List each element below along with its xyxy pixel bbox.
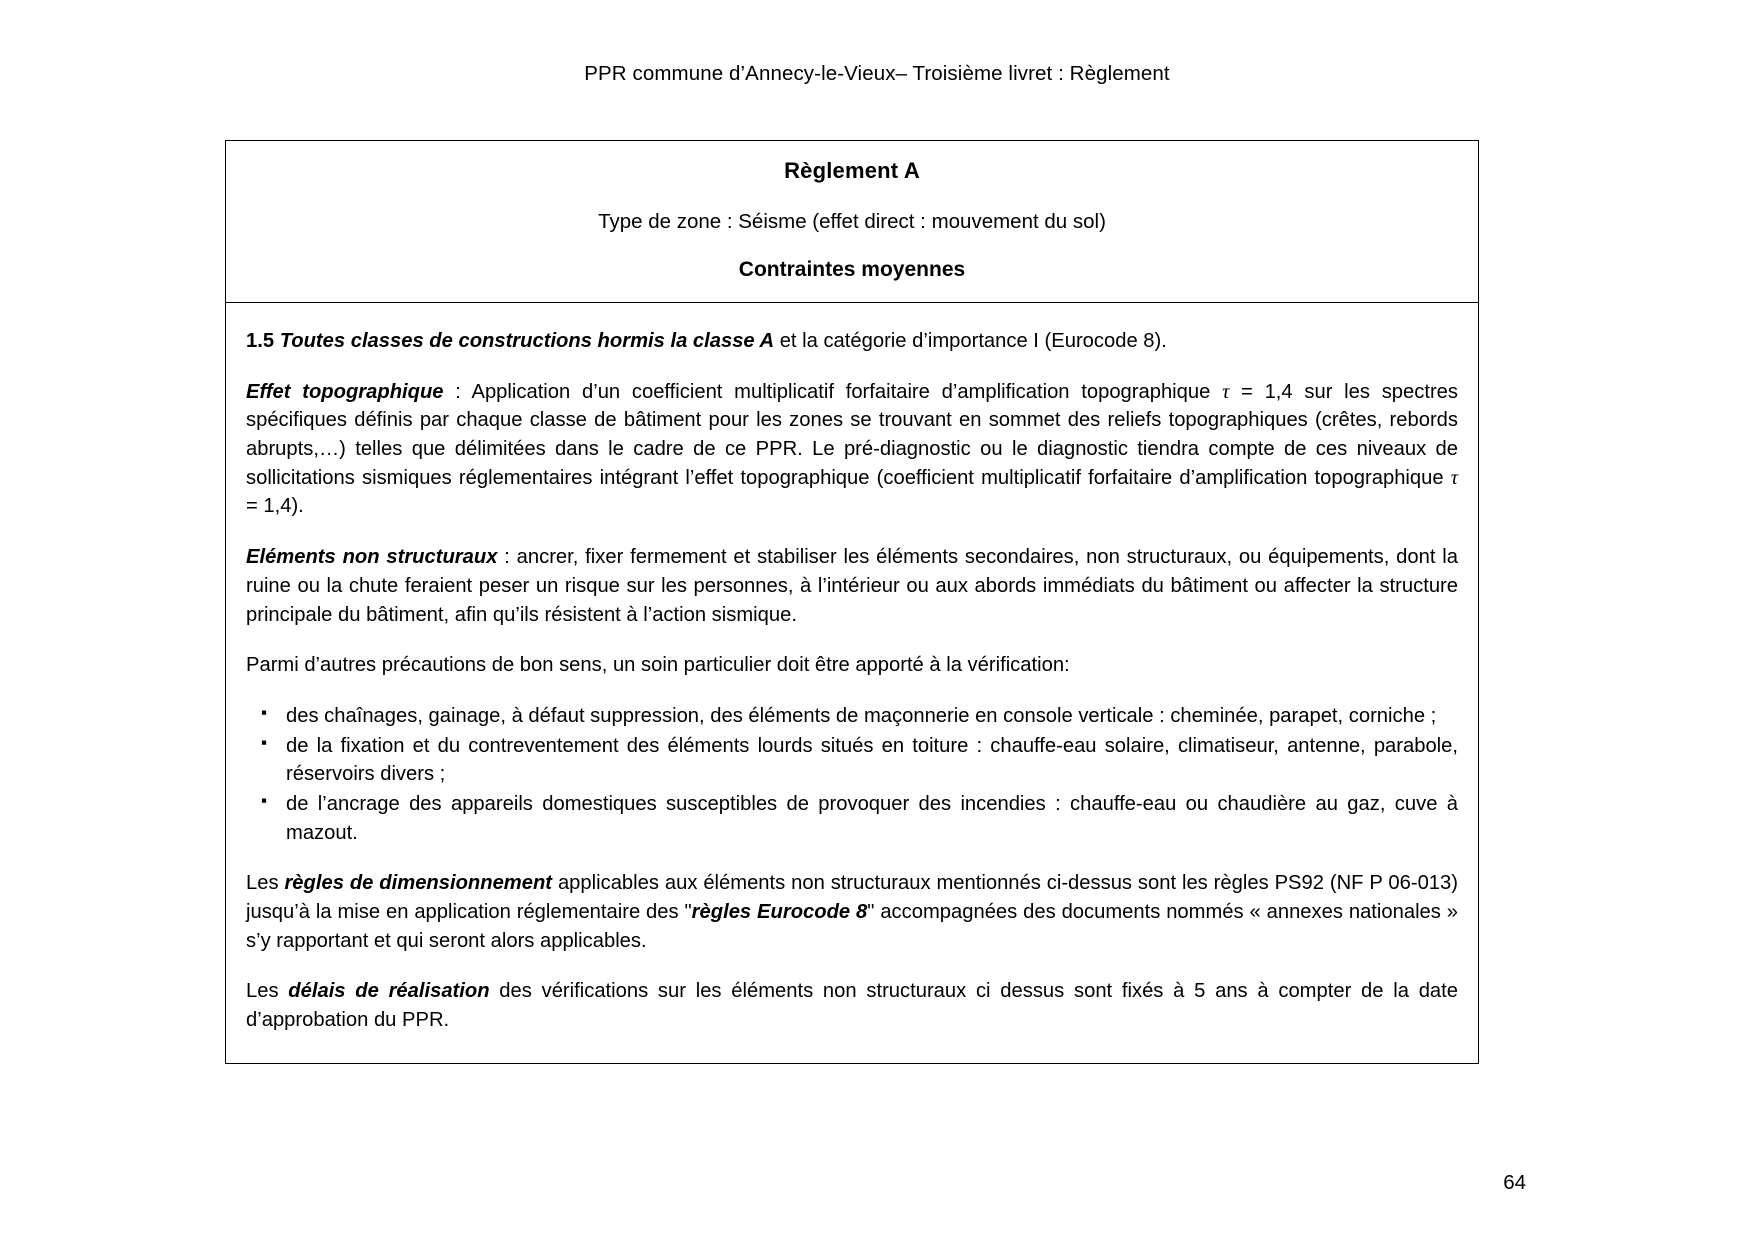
verification-list [246, 702, 1458, 847]
paragraph-regles-dimensionnement [246, 869, 1458, 955]
topo-text-1: : Application d’un coefficient multiplicatif forfaitaire d’amplification topographique [443, 380, 1223, 403]
delays-rest-text: des vérifications sur les éléments non structuraux ci dessus sont fixés à 5 ans à compter de la date d’approbation du PPR. [246, 980, 1458, 1032]
regulation-card [225, 140, 1479, 1064]
clause-1-5 [246, 327, 1458, 356]
zone-type: Type de zone : Séisme (effet direct : mouvement du sol) [598, 210, 1106, 233]
page-number: 64 [1503, 1171, 1526, 1194]
constraint-level: Contraintes moyennes [738, 258, 966, 281]
nonstruct-text: : ancrer, fixer fermement et stabiliser les éléments secondaires, non structuraux, ou équipements, dont la ruine ou la chute feraient peser un risque sur les personnes, à l’intérieur ou aux abords immédiats du bâtiment ou affecter la structure principale du bâtiment, afin qu’ils résistent à l’action sismique. [246, 546, 1458, 626]
regulation-title: Règlement A [784, 158, 920, 183]
tau-symbol-1: τ [1222, 380, 1230, 403]
clause-number: 1.5 [246, 330, 275, 352]
delays-prefix: Les [246, 980, 289, 1003]
rules-prefix: Les [246, 872, 285, 895]
topo-text-3: = 1,4). [246, 495, 304, 518]
topo-text-2: = 1,4 sur les spectres spécifiques définis par chaque classe de bâtiment pour les zones se trouvant en sommet des reliefs topographiques (crêtes, rebords abrupts,…) telles que délimitées dans le cadre de ce PPR. Le pré-diagnostic ou le diagnostic tiendra compte de ces niveaux de sollicitations sismiques réglementaires intégrant l’effet topographique (coefficient multiplicatif forfaitaire d’amplification topographique [246, 380, 1458, 489]
rules-end-text: " accompagnées des documents nommés « annexes nationales » s’y rapportant et qui seront alors applicables. [246, 901, 1458, 952]
list-item: ▪ de l’ancrage des appareils domestiques susceptibles de provoquer des incendies : chauffe-eau ou chaudière au gaz, cuve à mazout. [246, 790, 1458, 847]
tau-symbol-2: τ [1450, 466, 1458, 489]
rules-mid-text: applicables aux éléments non structuraux mentionnés ci-dessus sont les règles PS92 (NF P 06-013) jusqu’à la mise en application réglementaire des " [246, 872, 1458, 923]
paragraph-effet-topographique [246, 378, 1458, 521]
delays-bold-label: délais de réalisation [288, 980, 490, 1003]
paragraph-elements-non-structuraux [246, 543, 1458, 629]
topo-label: Effet topographique [246, 380, 444, 403]
page-header: PPR commune d’Annecy-le-Vieux– Troisième livret : Règlement [584, 62, 1170, 85]
regulation-card-header [226, 141, 1478, 303]
clause-bold-text: Toutes classes de constructions hormis la classe A [279, 330, 775, 352]
list-item: ▪ des chaînages, gainage, à défaut suppression, des éléments de maçonnerie en console verticale : cheminée, parapet, corniche ; [246, 702, 1458, 731]
nonstruct-label: Eléments non structuraux [246, 546, 498, 569]
clause-rest-text: et la catégorie d’importance I (Eurocode 8). [774, 330, 1167, 352]
rules-bold-label: règles de dimensionnement [284, 872, 553, 895]
regulation-card-body [226, 303, 1478, 1063]
list-item: ▪ de la fixation et du contreventement des éléments lourds situés en toiture : chauffe-eau solaire, climatiseur, antenne, parabole, réservoirs divers ; [246, 732, 1458, 789]
paragraph-precautions: Parmi d’autres précautions de bon sens, un soin particulier doit être apporté à la vérification: [246, 654, 1070, 677]
rules-eurocode-label: règles Eurocode 8 [691, 901, 868, 923]
paragraph-delais-realisation [246, 977, 1458, 1034]
